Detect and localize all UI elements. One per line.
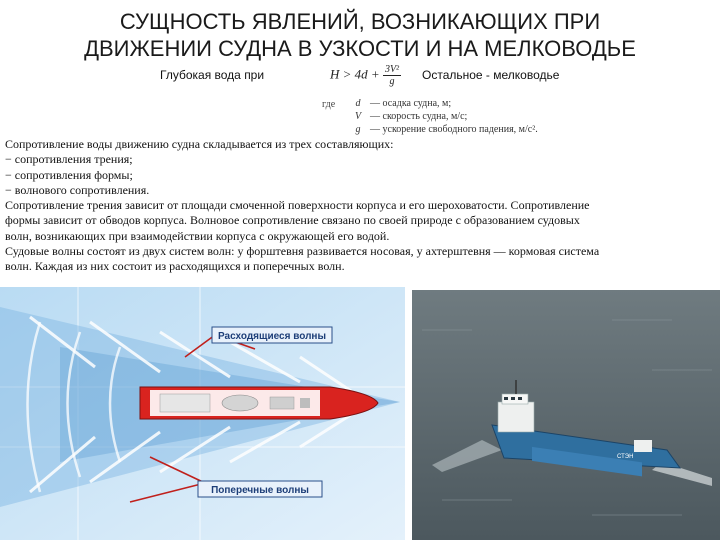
ship-photo-svg xyxy=(412,290,720,540)
body-line: − сопротивления трения; xyxy=(5,152,133,167)
formula-def-d xyxy=(346,98,451,109)
shallow-water-label: Остальное - мелководье xyxy=(422,68,560,82)
ship-waves-diagram xyxy=(0,287,405,540)
formula-def-g xyxy=(346,124,538,135)
formula-lhs: H > 4d + xyxy=(330,66,380,82)
formula-def-text: — осадка судна, м; xyxy=(370,98,452,109)
title-line-2: ДВИЖЕНИИ СУДНА В УЗКОСТИ И НА МЕЛКОВОДЬЕ xyxy=(84,36,636,61)
title-line-1: СУЩНОСТЬ ЯВЛЕНИЙ, ВОЗНИКАЮЩИХ ПРИ xyxy=(119,9,601,34)
formula-def-symbol: V xyxy=(354,111,362,122)
body-line: − сопротивления формы; xyxy=(5,167,133,182)
depth-formula xyxy=(318,58,588,136)
deep-water-label: Глубокая вода при xyxy=(160,68,265,82)
superstructure xyxy=(498,402,534,432)
formula-def-symbol: g xyxy=(355,124,361,135)
formula-fraction xyxy=(383,64,401,87)
ship-hull xyxy=(140,387,378,419)
formula-equation xyxy=(330,64,401,87)
body-line: формы зависит от обводов корпуса. Волновое сопротивление связано по своей природе с образованием судовых xyxy=(5,213,580,228)
ship-name: СТЭН xyxy=(617,454,634,460)
bow-structure xyxy=(634,440,652,452)
formula-def-symbol: d xyxy=(355,98,361,109)
body-line: волн. Каждая из них состоит из расходящихся и поперечных волн. xyxy=(5,259,345,274)
label-diverging: Расходящиеся волны xyxy=(218,331,326,342)
body-text xyxy=(5,137,717,275)
body-line: Сопротивление воды движению судна складывается из трех составляющих: xyxy=(5,137,394,151)
formula-def-v xyxy=(346,111,467,122)
wave-diagram-svg xyxy=(0,287,405,540)
body-line: волн, возникающих при взаимодействии корпуса с окружающей его водой. xyxy=(5,228,390,243)
formula-where: где xyxy=(322,99,336,110)
formula-def-text: — ускорение свободного падения, м/с². xyxy=(370,124,538,135)
ship-photo xyxy=(412,290,720,540)
body-line: Сопротивление трения зависит от площади смоченной поверхности корпуса и его шероховатости. Сопротивление xyxy=(5,198,590,213)
formula-def-text: — скорость судна, м/с; xyxy=(370,111,468,122)
label-transverse: Поперечные волны xyxy=(211,485,309,496)
body-line: − волнового сопротивления. xyxy=(5,182,150,197)
body-line: Судовые волны состоят из двух систем волн: у форштевня развивается носовая, у ахтерштевня — кормовая система xyxy=(5,244,600,259)
formula-denominator: g xyxy=(389,76,395,87)
bridge-windows xyxy=(504,397,522,400)
slide-title xyxy=(0,8,720,62)
sea-surface xyxy=(412,290,720,540)
formula-numerator: 3V² xyxy=(384,64,400,75)
